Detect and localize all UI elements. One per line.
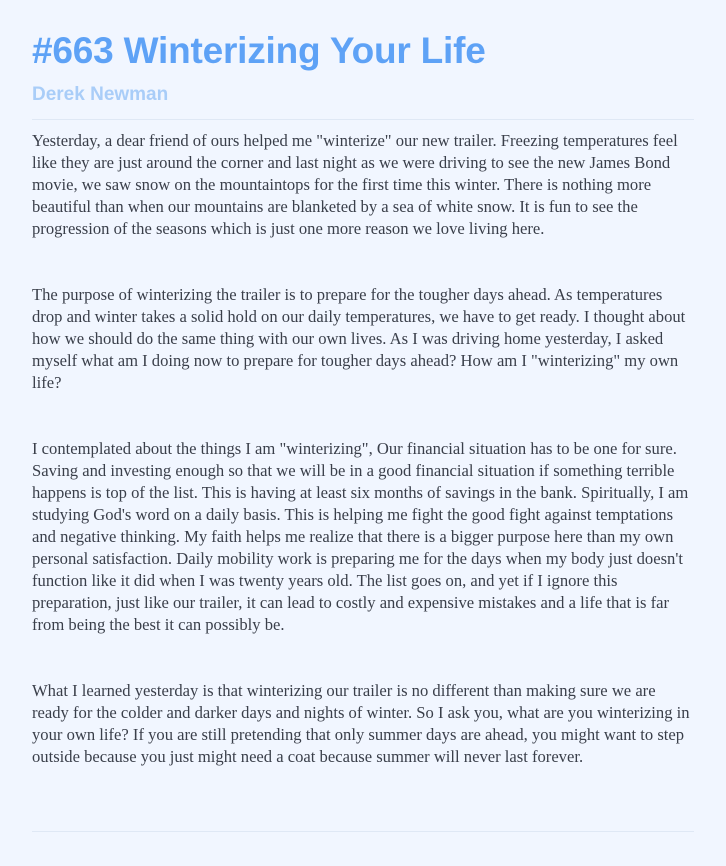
footer-divider	[32, 831, 694, 832]
article-paragraph-2: The purpose of winterizing the trailer is to prepare for the tougher days ahead. As temperatures drop and winter takes a solid hold on our daily temperatures, we have to get ready. I thought about how we should do the same thing with our own lives. As I was driving home yesterday, I asked myself what am I doing now to prepare for tougher days ahead? How am I "winterizing" my own life?	[32, 285, 686, 392]
article-paragraph-1: Yesterday, a dear friend of ours helped me "winterize" our new trailer. Freezing temperatures feel like they are just around the corner and last night as we were driving to see the new James Bond movie, we saw snow on the mountaintops for the first time this winter. There is nothing more beautiful than when our mountains are blanketed by a sea of white snow. It is fun to see the progression of the seasons which is just one more reason we love living here.	[32, 131, 678, 238]
article-author: Derek Newman	[32, 84, 169, 105]
article-body	[32, 130, 694, 768]
article-paragraph-3: I contemplated about the things I am "winterizing", Our financial situation has to be one for sure. Saving and investing enough so that we will be in a good financial situation if something terrible happens is top of the list. This is having at least six months of savings in the bank. Spiritually, I am studying God's word on a daily basis. This is helping me fight the good fight against temptations and negative thinking. My faith helps me realize that there is a bigger purpose here than my own personal satisfaction. Daily mobility work is preparing me for the days when my body just doesn't function like it did when I was twenty years old. The list goes on, and yet if I ignore this preparation, just like our trailer, it can lead to costly and expensive mistakes and a life that is far from being the best it can possibly be.	[32, 439, 689, 634]
header-divider	[32, 119, 694, 120]
article-paragraph-4: What I learned yesterday is that winterizing our trailer is no different than making sure we are ready for the colder and darker days and nights of winter. So I ask you, what are you winterizing in your own life? If you are still pretending that only summer days are ahead, you might want to step outside because you just might need a coat because summer will never last forever.	[32, 681, 690, 766]
article-title: #663 Winterizing Your Life	[32, 30, 486, 71]
